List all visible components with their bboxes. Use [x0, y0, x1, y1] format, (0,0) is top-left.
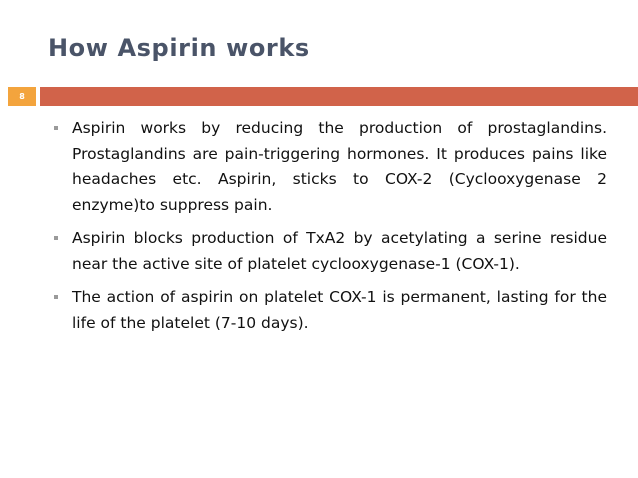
square-bullet-icon	[54, 236, 58, 240]
bullet-text: Aspirin blocks production of TxA2 by acetylating a serine residue near the active site of platelet cyclooxygenase-1 (COX-1).	[72, 229, 607, 273]
bullet-item	[52, 285, 607, 336]
bullet-item	[52, 226, 607, 277]
page-number-badge: 8	[8, 87, 36, 106]
bullet-item	[52, 116, 607, 218]
square-bullet-icon	[54, 126, 58, 130]
title-divider-bar	[40, 87, 638, 106]
slide-title: How Aspirin works	[48, 34, 310, 62]
bullet-text: Aspirin works by reducing the production of prostaglandins. Prostaglandins are pain-triggering hormones. It produces pains like headaches etc. Aspirin, sticks to COX-2 (Cyclooxygenase 2 enzyme)to suppress pain.	[72, 119, 607, 214]
square-bullet-icon	[54, 295, 58, 299]
bullet-list	[52, 116, 607, 344]
bullet-text: The action of aspirin on platelet COX-1 is permanent, lasting for the life of the platelet (7-10 days).	[72, 288, 607, 332]
